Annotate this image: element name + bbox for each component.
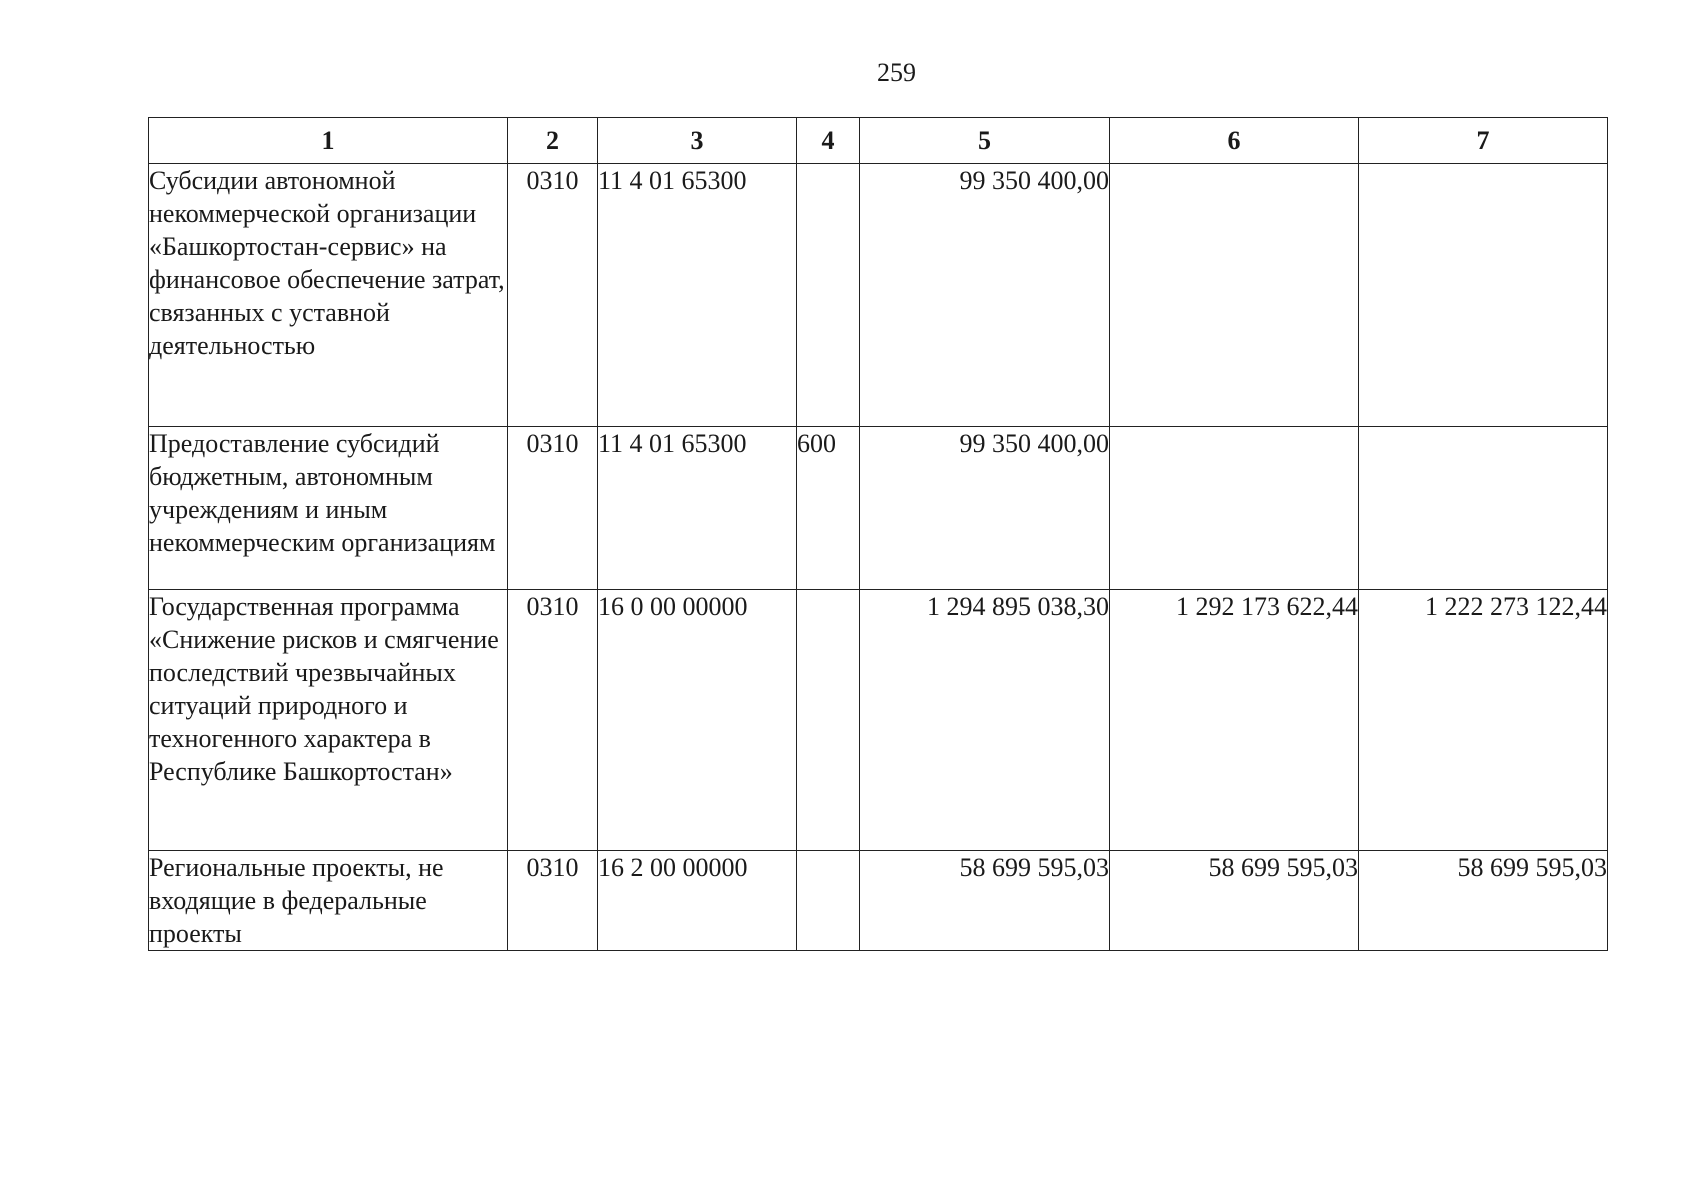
row-expense-type xyxy=(797,590,860,851)
row-name: Субсидии автономной некоммерческой организации «Башкортостан-сервис» на финансовое обеспечение затрат, связанных с уставной деятельностью xyxy=(149,164,508,427)
row-section-code: 0310 xyxy=(508,164,598,427)
column-header-5: 5 xyxy=(860,118,1110,164)
row-target-code: 16 2 00 00000 xyxy=(598,851,797,951)
table-row xyxy=(149,851,1608,951)
row-amount-2: 1 292 173 622,44 xyxy=(1110,590,1359,851)
column-header-6: 6 xyxy=(1110,118,1359,164)
row-section-code: 0310 xyxy=(508,590,598,851)
row-expense-type xyxy=(797,164,860,427)
row-expense-type: 600 xyxy=(797,427,860,590)
column-header-4: 4 xyxy=(797,118,860,164)
row-amount-3: 1 222 273 122,44 xyxy=(1359,590,1608,851)
row-name: Предоставление субсидий бюджетным, автономным учреждениям и иным некоммерческим организациям xyxy=(149,427,508,590)
row-name: Государственная программа «Снижение рисков и смягчение последствий чрезвычайных ситуаций природного и техногенного характера в Республике Башкортостан» xyxy=(149,590,508,851)
row-section-code: 0310 xyxy=(508,851,598,951)
row-target-code: 11 4 01 65300 xyxy=(598,164,797,427)
row-amount-2: 58 699 595,03 xyxy=(1110,851,1359,951)
row-amount-3 xyxy=(1359,427,1608,590)
row-amount-1: 58 699 595,03 xyxy=(860,851,1110,951)
row-amount-1: 1 294 895 038,30 xyxy=(860,590,1110,851)
column-header-7: 7 xyxy=(1359,118,1608,164)
row-target-code: 16 0 00 00000 xyxy=(598,590,797,851)
table-row xyxy=(149,427,1608,590)
row-amount-2 xyxy=(1110,427,1359,590)
row-section-code: 0310 xyxy=(508,427,598,590)
row-amount-3: 58 699 595,03 xyxy=(1359,851,1608,951)
budget-table xyxy=(148,117,1608,951)
row-name: Региональные проекты, не входящие в федеральные проекты xyxy=(149,851,508,951)
table-header-row xyxy=(149,118,1608,164)
row-amount-3 xyxy=(1359,164,1608,427)
row-amount-1: 99 350 400,00 xyxy=(860,164,1110,427)
column-header-2: 2 xyxy=(508,118,598,164)
row-amount-1: 99 350 400,00 xyxy=(860,427,1110,590)
page-number: 259 xyxy=(877,58,916,87)
row-amount-2 xyxy=(1110,164,1359,427)
row-expense-type xyxy=(797,851,860,951)
table-row xyxy=(149,590,1608,851)
table-row xyxy=(149,164,1608,427)
column-header-3: 3 xyxy=(598,118,797,164)
column-header-1: 1 xyxy=(149,118,508,164)
row-target-code: 11 4 01 65300 xyxy=(598,427,797,590)
